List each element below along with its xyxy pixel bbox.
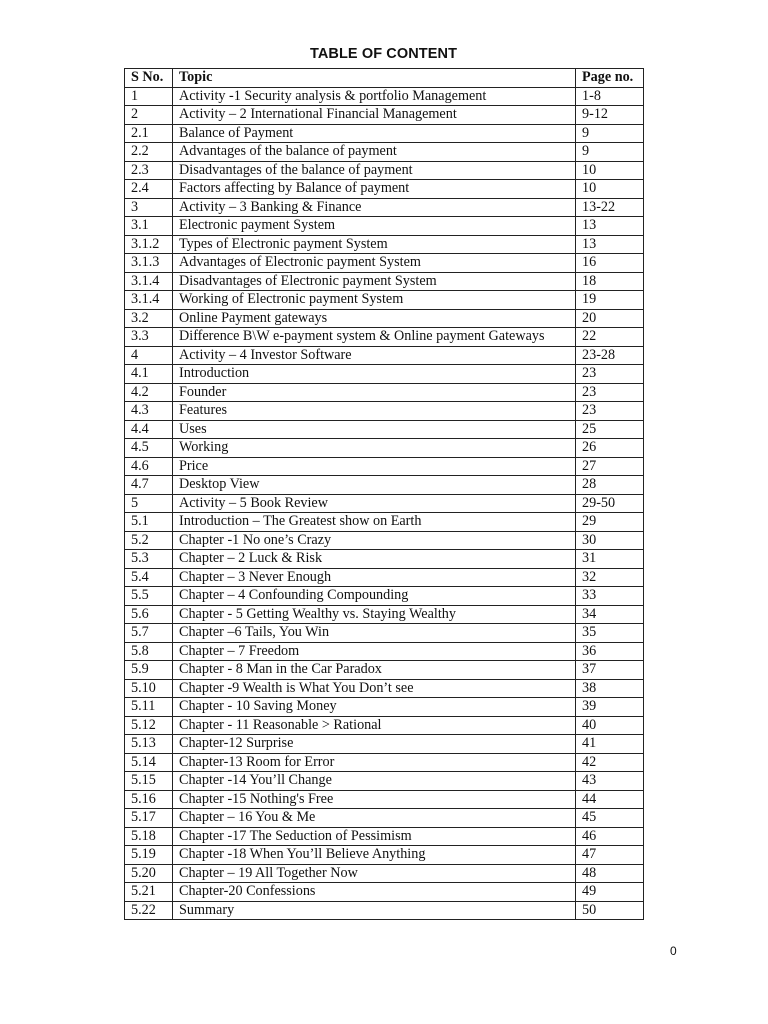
topic-cell: Chapter - 11 Reasonable > Rational	[173, 716, 576, 735]
table-row	[125, 254, 644, 273]
topic-cell: Features	[173, 402, 576, 421]
table-row	[125, 309, 644, 328]
page-number: 0	[670, 944, 677, 958]
serial-number-cell: 3.1.4	[125, 291, 173, 310]
table-row	[125, 328, 644, 347]
table-row	[125, 661, 644, 680]
page-number-cell: 42	[576, 753, 644, 772]
page-number-cell: 19	[576, 291, 644, 310]
topic-cell: Chapter-12 Surprise	[173, 735, 576, 754]
table-row	[125, 531, 644, 550]
serial-number-cell: 5.14	[125, 753, 173, 772]
topic-cell: Advantages of the balance of payment	[173, 143, 576, 162]
serial-number-cell: 5.15	[125, 772, 173, 791]
table-row	[125, 716, 644, 735]
serial-number-cell: 1	[125, 87, 173, 106]
page-number-cell: 16	[576, 254, 644, 273]
table-row	[125, 679, 644, 698]
table-row	[125, 402, 644, 421]
page-number-cell: 35	[576, 624, 644, 643]
table-row	[125, 198, 644, 217]
serial-number-cell: 4.3	[125, 402, 173, 421]
table-row	[125, 790, 644, 809]
topic-cell: Chapter -18 When You’ll Believe Anything	[173, 846, 576, 865]
serial-number-cell: 5.22	[125, 901, 173, 920]
table-row	[125, 864, 644, 883]
page-number-cell: 50	[576, 901, 644, 920]
serial-number-cell: 3.2	[125, 309, 173, 328]
page-number-cell: 28	[576, 476, 644, 495]
serial-number-cell: 2.4	[125, 180, 173, 199]
page-number-cell: 31	[576, 550, 644, 569]
serial-number-cell: 5.1	[125, 513, 173, 532]
serial-number-cell: 3.1	[125, 217, 173, 236]
page-number-cell: 1-8	[576, 87, 644, 106]
table-row	[125, 587, 644, 606]
table-row	[125, 568, 644, 587]
topic-cell: Chapter – 19 All Together Now	[173, 864, 576, 883]
topic-cell: Chapter – 16 You & Me	[173, 809, 576, 828]
table-row	[125, 217, 644, 236]
table-row	[125, 143, 644, 162]
topic-cell: Introduction	[173, 365, 576, 384]
serial-number-cell: 4.2	[125, 383, 173, 402]
serial-number-cell: 5.2	[125, 531, 173, 550]
serial-number-cell: 5.16	[125, 790, 173, 809]
page-number-cell: 10	[576, 180, 644, 199]
serial-number-cell: 3.1.3	[125, 254, 173, 273]
table-row	[125, 346, 644, 365]
table-row	[125, 161, 644, 180]
topic-cell: Activity – 2 International Financial Management	[173, 106, 576, 125]
topic-cell: Chapter -1 No one’s Crazy	[173, 531, 576, 550]
topic-cell: Disadvantages of the balance of payment	[173, 161, 576, 180]
serial-number-cell: 4.5	[125, 439, 173, 458]
topic-cell: Chapter -9 Wealth is What You Don’t see	[173, 679, 576, 698]
page-number-cell: 38	[576, 679, 644, 698]
serial-number-cell: 2.2	[125, 143, 173, 162]
page-number-cell: 43	[576, 772, 644, 791]
page-number-cell: 23	[576, 365, 644, 384]
topic-cell: Chapter -17 The Seduction of Pessimism	[173, 827, 576, 846]
topic-cell: Chapter-20 Confessions	[173, 883, 576, 902]
header-row	[125, 69, 644, 88]
topic-cell: Disadvantages of Electronic payment System	[173, 272, 576, 291]
serial-number-cell: 2.1	[125, 124, 173, 143]
page-number-cell: 45	[576, 809, 644, 828]
table-row	[125, 106, 644, 125]
page-number-cell: 47	[576, 846, 644, 865]
topic-cell: Uses	[173, 420, 576, 439]
table-row	[125, 642, 644, 661]
table-row	[125, 494, 644, 513]
serial-number-cell: 4	[125, 346, 173, 365]
page-number-cell: 29	[576, 513, 644, 532]
table-row	[125, 550, 644, 569]
table-row	[125, 124, 644, 143]
topic-cell: Types of Electronic payment System	[173, 235, 576, 254]
table-row	[125, 235, 644, 254]
topic-cell: Chapter - 5 Getting Wealthy vs. Staying Wealthy	[173, 605, 576, 624]
topic-cell: Chapter - 10 Saving Money	[173, 698, 576, 717]
serial-number-cell: 4.1	[125, 365, 173, 384]
table-header	[125, 69, 644, 88]
table-row	[125, 827, 644, 846]
topic-cell: Chapter – 2 Luck & Risk	[173, 550, 576, 569]
page-number-cell: 9	[576, 124, 644, 143]
page-number-cell: 26	[576, 439, 644, 458]
table-row	[125, 439, 644, 458]
table-row	[125, 383, 644, 402]
table-body	[125, 87, 644, 920]
serial-number-cell: 2	[125, 106, 173, 125]
serial-number-cell: 4.7	[125, 476, 173, 495]
table-row	[125, 180, 644, 199]
page-number-cell: 49	[576, 883, 644, 902]
serial-number-cell: 5.10	[125, 679, 173, 698]
table-row	[125, 87, 644, 106]
serial-number-cell: 3.1.4	[125, 272, 173, 291]
page-number-cell: 40	[576, 716, 644, 735]
table-row	[125, 365, 644, 384]
page-number-cell: 32	[576, 568, 644, 587]
serial-number-cell: 5.6	[125, 605, 173, 624]
table-of-contents	[124, 68, 644, 920]
page-number-cell: 23-28	[576, 346, 644, 365]
topic-cell: Chapter - 8 Man in the Car Paradox	[173, 661, 576, 680]
serial-number-cell: 3	[125, 198, 173, 217]
page-number-cell: 48	[576, 864, 644, 883]
serial-number-cell: 5.11	[125, 698, 173, 717]
table-row	[125, 476, 644, 495]
table-row	[125, 624, 644, 643]
topic-cell: Chapter -14 You’ll Change	[173, 772, 576, 791]
topic-cell: Activity – 5 Book Review	[173, 494, 576, 513]
table-row	[125, 420, 644, 439]
page-number-cell: 25	[576, 420, 644, 439]
table-row	[125, 457, 644, 476]
page-number-cell: 46	[576, 827, 644, 846]
serial-number-cell: 5	[125, 494, 173, 513]
topic-cell: Factors affecting by Balance of payment	[173, 180, 576, 199]
page-number-cell: 36	[576, 642, 644, 661]
page-number-cell: 34	[576, 605, 644, 624]
table-row	[125, 809, 644, 828]
serial-number-cell: 5.17	[125, 809, 173, 828]
topic-cell: Desktop View	[173, 476, 576, 495]
page-number-cell: 13-22	[576, 198, 644, 217]
table-row	[125, 753, 644, 772]
page-number-cell: 9-12	[576, 106, 644, 125]
page-number-cell: 18	[576, 272, 644, 291]
topic-cell: Activity – 4 Investor Software	[173, 346, 576, 365]
topic-cell: Online Payment gateways	[173, 309, 576, 328]
page-number-cell: 10	[576, 161, 644, 180]
page-number-cell: 29-50	[576, 494, 644, 513]
serial-number-cell: 5.18	[125, 827, 173, 846]
page-number-cell: 9	[576, 143, 644, 162]
serial-number-cell: 5.4	[125, 568, 173, 587]
topic-cell: Chapter –6 Tails, You Win	[173, 624, 576, 643]
page-number-cell: 41	[576, 735, 644, 754]
topic-cell: Introduction – The Greatest show on Earth	[173, 513, 576, 532]
table-row	[125, 605, 644, 624]
page-number-cell: 30	[576, 531, 644, 550]
page-number-cell: 20	[576, 309, 644, 328]
topic-cell: Chapter -15 Nothing's Free	[173, 790, 576, 809]
table-row	[125, 735, 644, 754]
column-header-page: Page no.	[576, 69, 644, 88]
serial-number-cell: 5.20	[125, 864, 173, 883]
page-number-cell: 23	[576, 402, 644, 421]
serial-number-cell: 3.3	[125, 328, 173, 347]
table-row	[125, 272, 644, 291]
page-number-cell: 37	[576, 661, 644, 680]
page-number-cell: 22	[576, 328, 644, 347]
serial-number-cell: 4.6	[125, 457, 173, 476]
page-number-cell: 13	[576, 235, 644, 254]
serial-number-cell: 3.1.2	[125, 235, 173, 254]
table-row	[125, 772, 644, 791]
page-title: TABLE OF CONTENT	[309, 46, 458, 62]
topic-cell: Working of Electronic payment System	[173, 291, 576, 310]
topic-cell: Chapter – 4 Confounding Compounding	[173, 587, 576, 606]
page-number-cell: 23	[576, 383, 644, 402]
topic-cell: Chapter – 7 Freedom	[173, 642, 576, 661]
topic-cell: Balance of Payment	[173, 124, 576, 143]
topic-cell: Activity -1 Security analysis & portfolio Management	[173, 87, 576, 106]
topic-cell: Activity – 3 Banking & Finance	[173, 198, 576, 217]
column-header-sno: S No.	[125, 69, 173, 88]
page-number-cell: 13	[576, 217, 644, 236]
serial-number-cell: 5.21	[125, 883, 173, 902]
serial-number-cell: 5.3	[125, 550, 173, 569]
column-header-topic: Topic	[173, 69, 576, 88]
page-number-cell: 39	[576, 698, 644, 717]
topic-cell: Founder	[173, 383, 576, 402]
table-row	[125, 291, 644, 310]
topic-cell: Summary	[173, 901, 576, 920]
table-row	[125, 513, 644, 532]
topic-cell: Chapter – 3 Never Enough	[173, 568, 576, 587]
serial-number-cell: 5.13	[125, 735, 173, 754]
table-row	[125, 698, 644, 717]
serial-number-cell: 4.4	[125, 420, 173, 439]
table-row	[125, 846, 644, 865]
topic-cell: Difference B\W e-payment system & Online payment Gateways	[173, 328, 576, 347]
serial-number-cell: 5.8	[125, 642, 173, 661]
page-number-cell: 27	[576, 457, 644, 476]
page-number-cell: 33	[576, 587, 644, 606]
serial-number-cell: 5.7	[125, 624, 173, 643]
topic-cell: Chapter-13 Room for Error	[173, 753, 576, 772]
topic-cell: Working	[173, 439, 576, 458]
serial-number-cell: 5.5	[125, 587, 173, 606]
topic-cell: Electronic payment System	[173, 217, 576, 236]
serial-number-cell: 5.9	[125, 661, 173, 680]
topic-cell: Advantages of Electronic payment System	[173, 254, 576, 273]
page-number-cell: 44	[576, 790, 644, 809]
serial-number-cell: 5.12	[125, 716, 173, 735]
serial-number-cell: 5.19	[125, 846, 173, 865]
topic-cell: Price	[173, 457, 576, 476]
serial-number-cell: 2.3	[125, 161, 173, 180]
table-row	[125, 901, 644, 920]
table-row	[125, 883, 644, 902]
